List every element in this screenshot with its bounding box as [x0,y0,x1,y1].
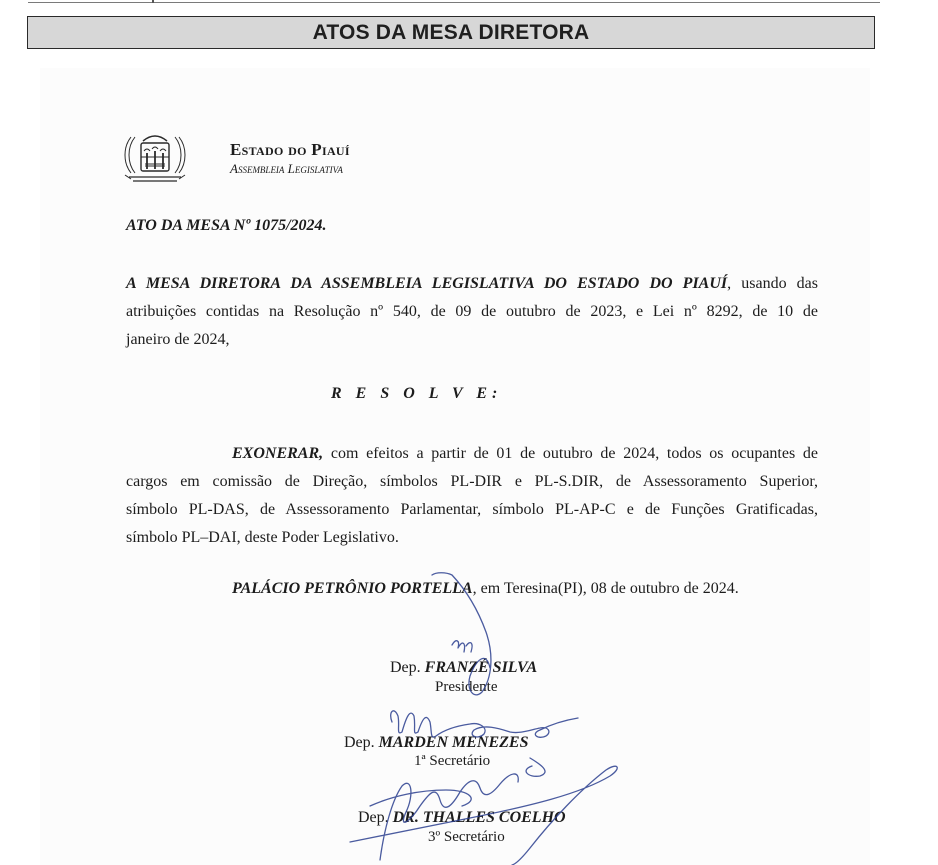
preamble-authority: A MESA DIRETORA DA ASSEMBLEIA LEGISLATIVA DO ESTADO DO PIAUÍ [126,275,728,292]
signatory-1-prefix: Dep. [390,659,425,676]
letterhead [230,140,350,178]
signatory-2-prefix: Dep. [344,734,379,751]
signatory-3-prefix: Dep. [358,809,393,826]
body-line1-rest: com efeitos a partir de 01 de outubro de 2024, todos os ocupantes de [323,445,818,462]
section-banner: ATOS DA MESA DIRETORA [27,16,875,49]
signatory-2-name [344,734,528,752]
body-verb: EXONERAR, [232,445,324,462]
preamble-line1-rest: , usando das [727,275,819,292]
body-line: símbolo PL-DAS, de Assessoramento Parlamentar, símbolo PL-AP-C e de Funções Gratificadas, [126,501,818,518]
preamble-line: janeiro de 2024, [126,331,230,348]
body-line: símbolo PL–DAI, deste Poder Legislativo. [126,529,399,546]
resolve-heading: R E S O L V E: [331,385,503,402]
body-line [126,440,818,468]
state-name: Estado do Piauí [230,140,350,159]
signatory-1-role: Presidente [435,679,498,695]
signatory-3-name [358,809,566,827]
preamble-paragraph [126,270,818,354]
top-rule [28,2,880,3]
coat-of-arms-icon [121,127,189,187]
closing-rest: , em Teresina(PI), 08 de outubro de 2024. [472,580,739,597]
signatory-1-name [390,659,537,677]
body-line: cargos em comissão de Direção, símbolos PL-DIR e PL-S.DIR, de Assessoramento Superior, [126,473,818,490]
signatory-2-role: 1ª Secretário [414,753,491,769]
act-number: ATO DA MESA Nº 1075/2024. [126,217,327,234]
body-paragraph [126,440,818,552]
signatory-3-surname: DR. THALLES COELHO [392,809,566,826]
closing-place: PALÁCIO PETRÔNIO PORTELLA [232,580,473,597]
organization-name: Assembleia Legislativa [230,161,343,176]
preamble-line [126,270,818,298]
signatory-3-role: 3º Secretário [428,829,505,845]
closing-line [232,580,739,598]
top-rule-tick [152,0,154,3]
signatory-1-surname: FRANZÉ SILVA [424,659,538,676]
signatory-2-surname: MARDEN MENEZES [378,734,529,751]
preamble-line: atribuições contidas na Resolução nº 540, de 09 de outubro de 2023, e Lei nº 8292, de 10 de [126,303,818,320]
